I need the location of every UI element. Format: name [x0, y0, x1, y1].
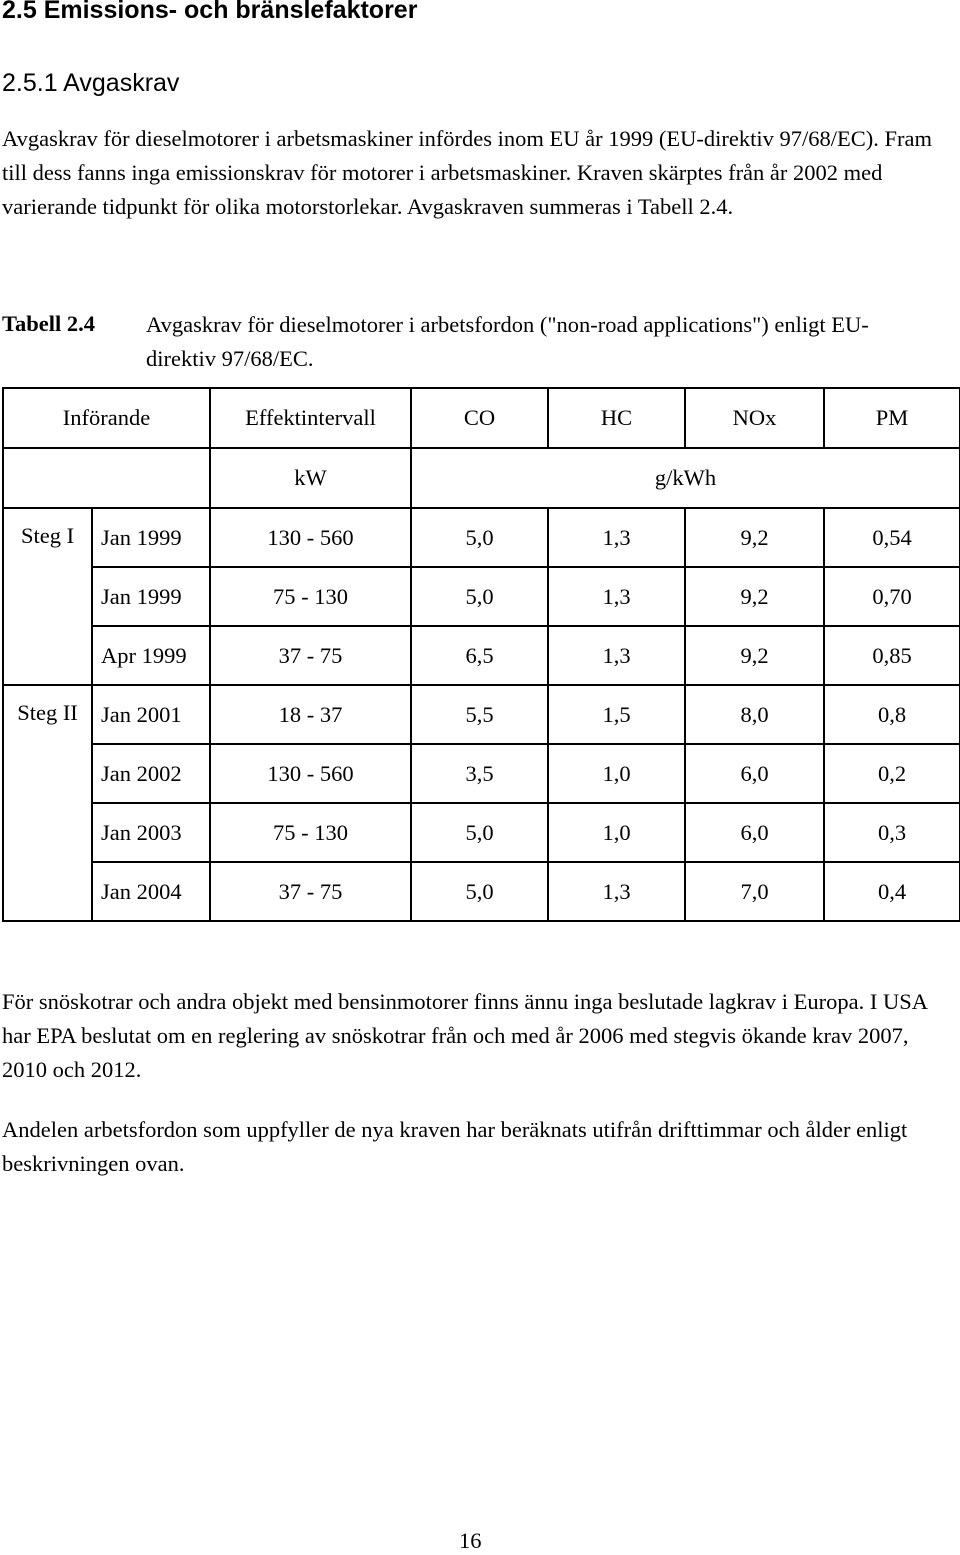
- stage-label: Steg I: [3, 508, 92, 685]
- header-introduction: Införande: [3, 388, 210, 448]
- table-row: [3, 685, 960, 744]
- cell-pm: 0,70: [824, 567, 960, 626]
- cell-power: 130 - 560: [210, 744, 411, 803]
- header-nox: NOx: [685, 388, 824, 448]
- intro-paragraph: Avgaskrav för dieselmotorer i arbetsmaskiner infördes inom EU år 1999 (EU-direktiv 97/68/EC). Fram till dess fanns inga emissionskrav för motorer i arbetsmaskiner. Kraven skärptes från år 2002 med varierande tidpunkt för olika motorstorlekar. Avgaskraven summeras i Tabell 2.4.: [2, 126, 932, 219]
- cell-date: Jan 2004: [92, 862, 210, 921]
- table-row: [3, 862, 960, 921]
- cell-pm: 0,2: [824, 744, 960, 803]
- paragraph-vehicle-share: Andelen arbetsfordon som uppfyller de nya kraven har beräknats utifrån drifttimmar och ålder enligt beskrivningen ovan.: [2, 1117, 908, 1176]
- cell-co: 6,5: [411, 626, 548, 685]
- cell-power: 130 - 560: [210, 508, 411, 567]
- cell-date: Jan 2001: [92, 685, 210, 744]
- cell-nox: 9,2: [685, 626, 824, 685]
- cell-hc: 1,5: [548, 685, 685, 744]
- page-number: 16: [459, 1528, 482, 1553]
- emission-requirements-table: [2, 387, 960, 922]
- cell-hc: 1,3: [548, 626, 685, 685]
- cell-hc: 1,3: [548, 508, 685, 567]
- header-pm: PM: [824, 388, 960, 448]
- table-caption-label: Tabell 2.4: [2, 311, 95, 336]
- cell-co: 5,0: [411, 803, 548, 862]
- cell-pm: 0,4: [824, 862, 960, 921]
- cell-pm: 0,8: [824, 685, 960, 744]
- cell-hc: 1,3: [548, 862, 685, 921]
- table-row: [3, 567, 960, 626]
- cell-nox: 9,2: [685, 508, 824, 567]
- cell-pm: 0,3: [824, 803, 960, 862]
- table-header-row: [3, 388, 960, 448]
- cell-date: Jan 2003: [92, 803, 210, 862]
- paragraph-snowmobiles: För snöskotrar och andra objekt med bensinmotorer finns ännu inga beslutade lagkrav i Europa. I USA har EPA beslutat om en reglering av snöskotrar från och med år 2006 med stegvis ökande krav 2007, 2010 och 2012.: [2, 989, 927, 1082]
- cell-co: 5,0: [411, 567, 548, 626]
- cell-power: 18 - 37: [210, 685, 411, 744]
- cell-date: Jan 1999: [92, 508, 210, 567]
- cell-pm: 0,54: [824, 508, 960, 567]
- units-blank-cell: [3, 448, 210, 508]
- table-row: [3, 508, 960, 567]
- cell-power: 37 - 75: [210, 862, 411, 921]
- cell-date: Apr 1999: [92, 626, 210, 685]
- cell-date: Jan 2002: [92, 744, 210, 803]
- header-power-range: Effektintervall: [210, 388, 411, 448]
- unit-emissions: g/kWh: [411, 448, 960, 508]
- unit-power: kW: [210, 448, 411, 508]
- cell-power: 37 - 75: [210, 626, 411, 685]
- table-caption-text: Avgaskrav för dieselmotorer i arbetsfordon ("non-road applications") enligt EU-direktiv 97/68/EC.: [146, 312, 869, 371]
- cell-date: Jan 1999: [92, 567, 210, 626]
- cell-hc: 1,0: [548, 744, 685, 803]
- table-row: [3, 803, 960, 862]
- cell-co: 5,0: [411, 508, 548, 567]
- stage-label: Steg II: [3, 685, 92, 921]
- table-row: [3, 626, 960, 685]
- subsection-heading: 2.5.1 Avgaskrav: [2, 69, 180, 97]
- header-hc: HC: [548, 388, 685, 448]
- cell-power: 75 - 130: [210, 567, 411, 626]
- cell-pm: 0,85: [824, 626, 960, 685]
- cell-hc: 1,0: [548, 803, 685, 862]
- cell-hc: 1,3: [548, 567, 685, 626]
- section-heading: 2.5 Emissions- och bränslefaktorer: [2, 0, 418, 24]
- cell-nox: 9,2: [685, 567, 824, 626]
- cell-power: 75 - 130: [210, 803, 411, 862]
- cell-co: 3,5: [411, 744, 548, 803]
- cell-nox: 7,0: [685, 862, 824, 921]
- table-row: [3, 744, 960, 803]
- cell-nox: 8,0: [685, 685, 824, 744]
- header-co: CO: [411, 388, 548, 448]
- cell-nox: 6,0: [685, 744, 824, 803]
- table-units-row: [3, 448, 960, 508]
- cell-co: 5,0: [411, 862, 548, 921]
- cell-co: 5,5: [411, 685, 548, 744]
- cell-nox: 6,0: [685, 803, 824, 862]
